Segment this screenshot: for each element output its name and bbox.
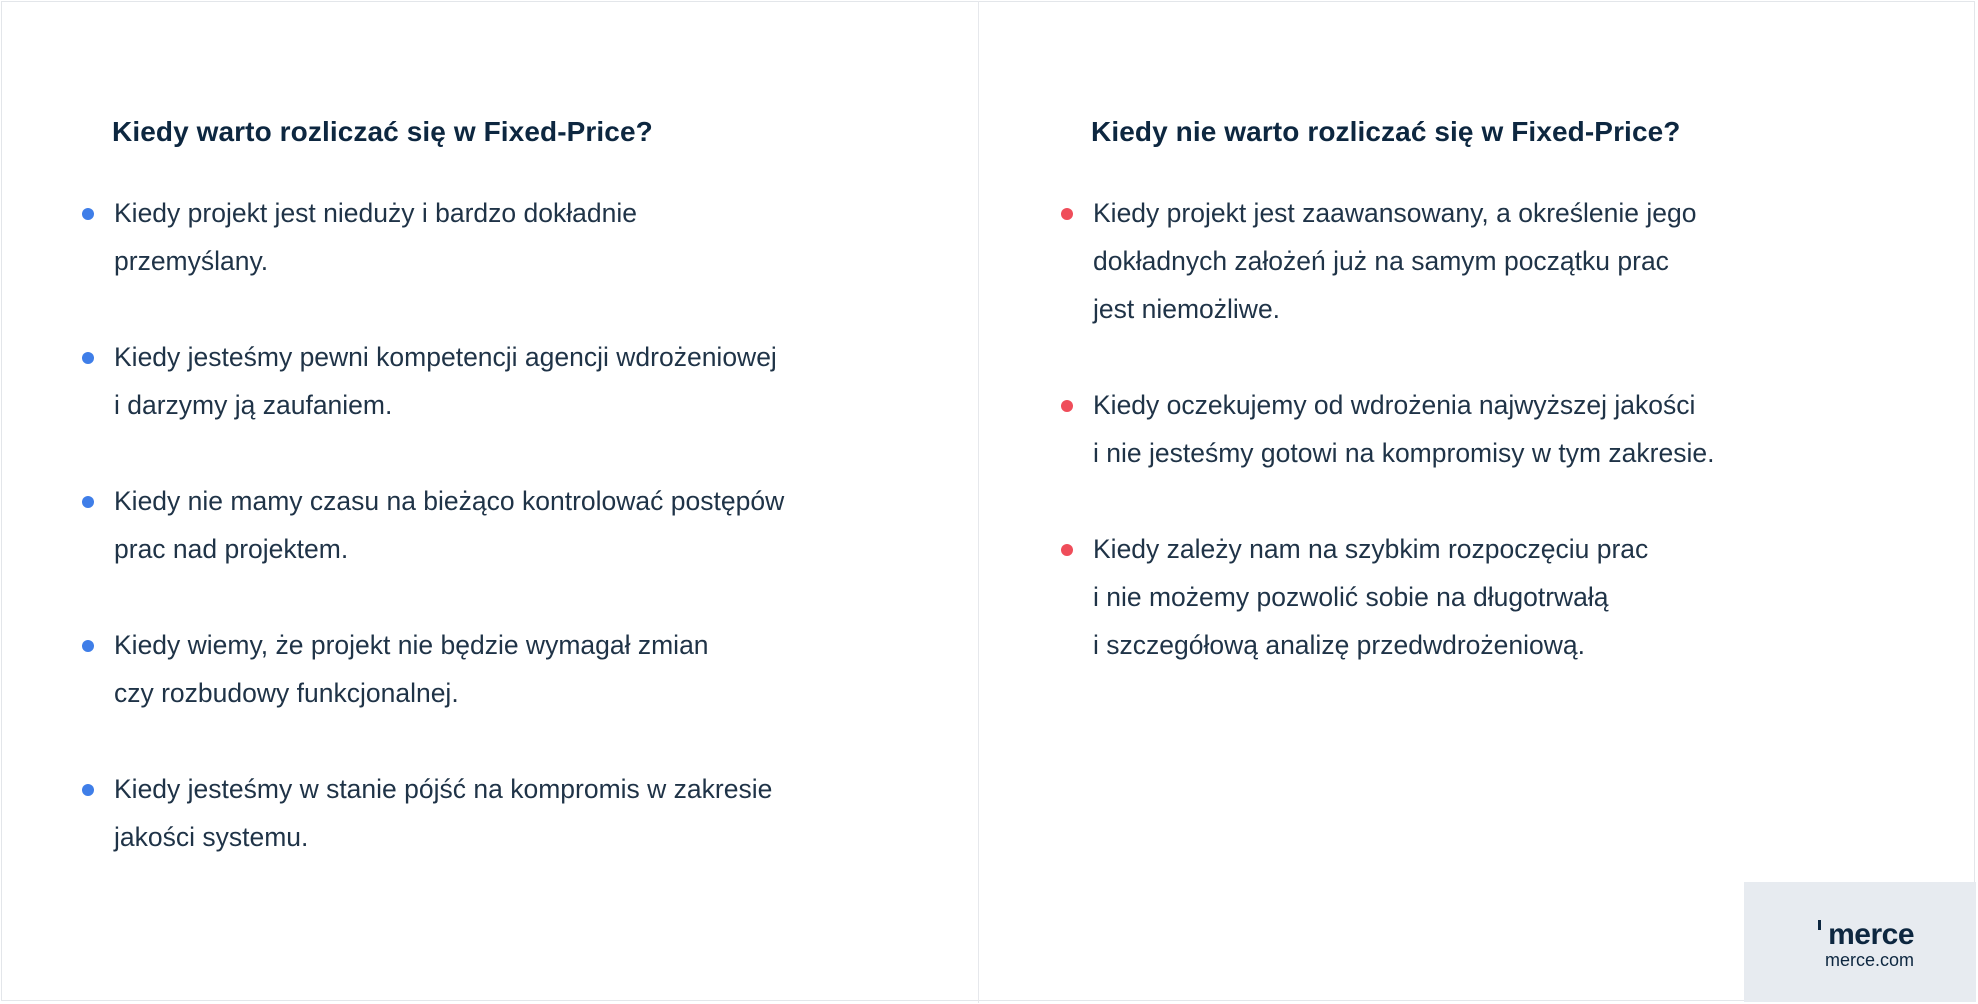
- pros-item-text: Kiedy wiemy, że projekt nie będzie wymagał zmian czy rozbudowy funkcjonalnej.: [114, 630, 709, 708]
- blue-bullet-icon: [82, 784, 94, 796]
- column-divider: [978, 1, 979, 1003]
- brand-box: [1744, 882, 1976, 1002]
- red-bullet-icon: [1061, 400, 1073, 412]
- cons-item-text: Kiedy zależy nam na szybkim rozpoczęciu prac i nie możemy pozwolić sobie na długotrwałą i szczegółową analizę przedwdrożeniową.: [1093, 534, 1649, 660]
- cons-heading: Kiedy nie warto rozliczać się w Fixed-Price?: [1091, 116, 1681, 147]
- blue-bullet-icon: [82, 496, 94, 508]
- pros-item-text: Kiedy jesteśmy pewni kompetencji agencji wdrożeniowej i darzymy ją zaufaniem.: [114, 342, 777, 420]
- red-bullet-icon: [1061, 544, 1073, 556]
- pros-item-text: Kiedy projekt jest nieduży i bardzo dokładnie przemyślany.: [114, 198, 637, 276]
- blue-bullet-icon: [82, 640, 94, 652]
- blue-bullet-icon: [82, 208, 94, 220]
- merce-logo: merce: [1828, 918, 1914, 952]
- pros-item-text: Kiedy nie mamy czasu na bieżąco kontrolować postępów prac nad projektem.: [114, 486, 785, 564]
- brand-url: merce.com: [1824, 950, 1914, 970]
- cons-item-text: Kiedy oczekujemy od wdrożenia najwyższej jakości i nie jesteśmy gotowi na kompromisy w tym zakresie.: [1093, 390, 1715, 468]
- cons-item-text: Kiedy projekt jest zaawansowany, a określenie jego dokładnych założeń już na samym początku prac jest niemożliwe.: [1093, 198, 1697, 324]
- pros-item-text: Kiedy jesteśmy w stanie pójść na kompromis w zakresie jakości systemu.: [114, 774, 773, 852]
- logo-tick-icon: [1818, 920, 1821, 930]
- blue-bullet-icon: [82, 352, 94, 364]
- red-bullet-icon: [1061, 208, 1073, 220]
- pros-heading: Kiedy warto rozliczać się w Fixed-Price?: [112, 116, 653, 147]
